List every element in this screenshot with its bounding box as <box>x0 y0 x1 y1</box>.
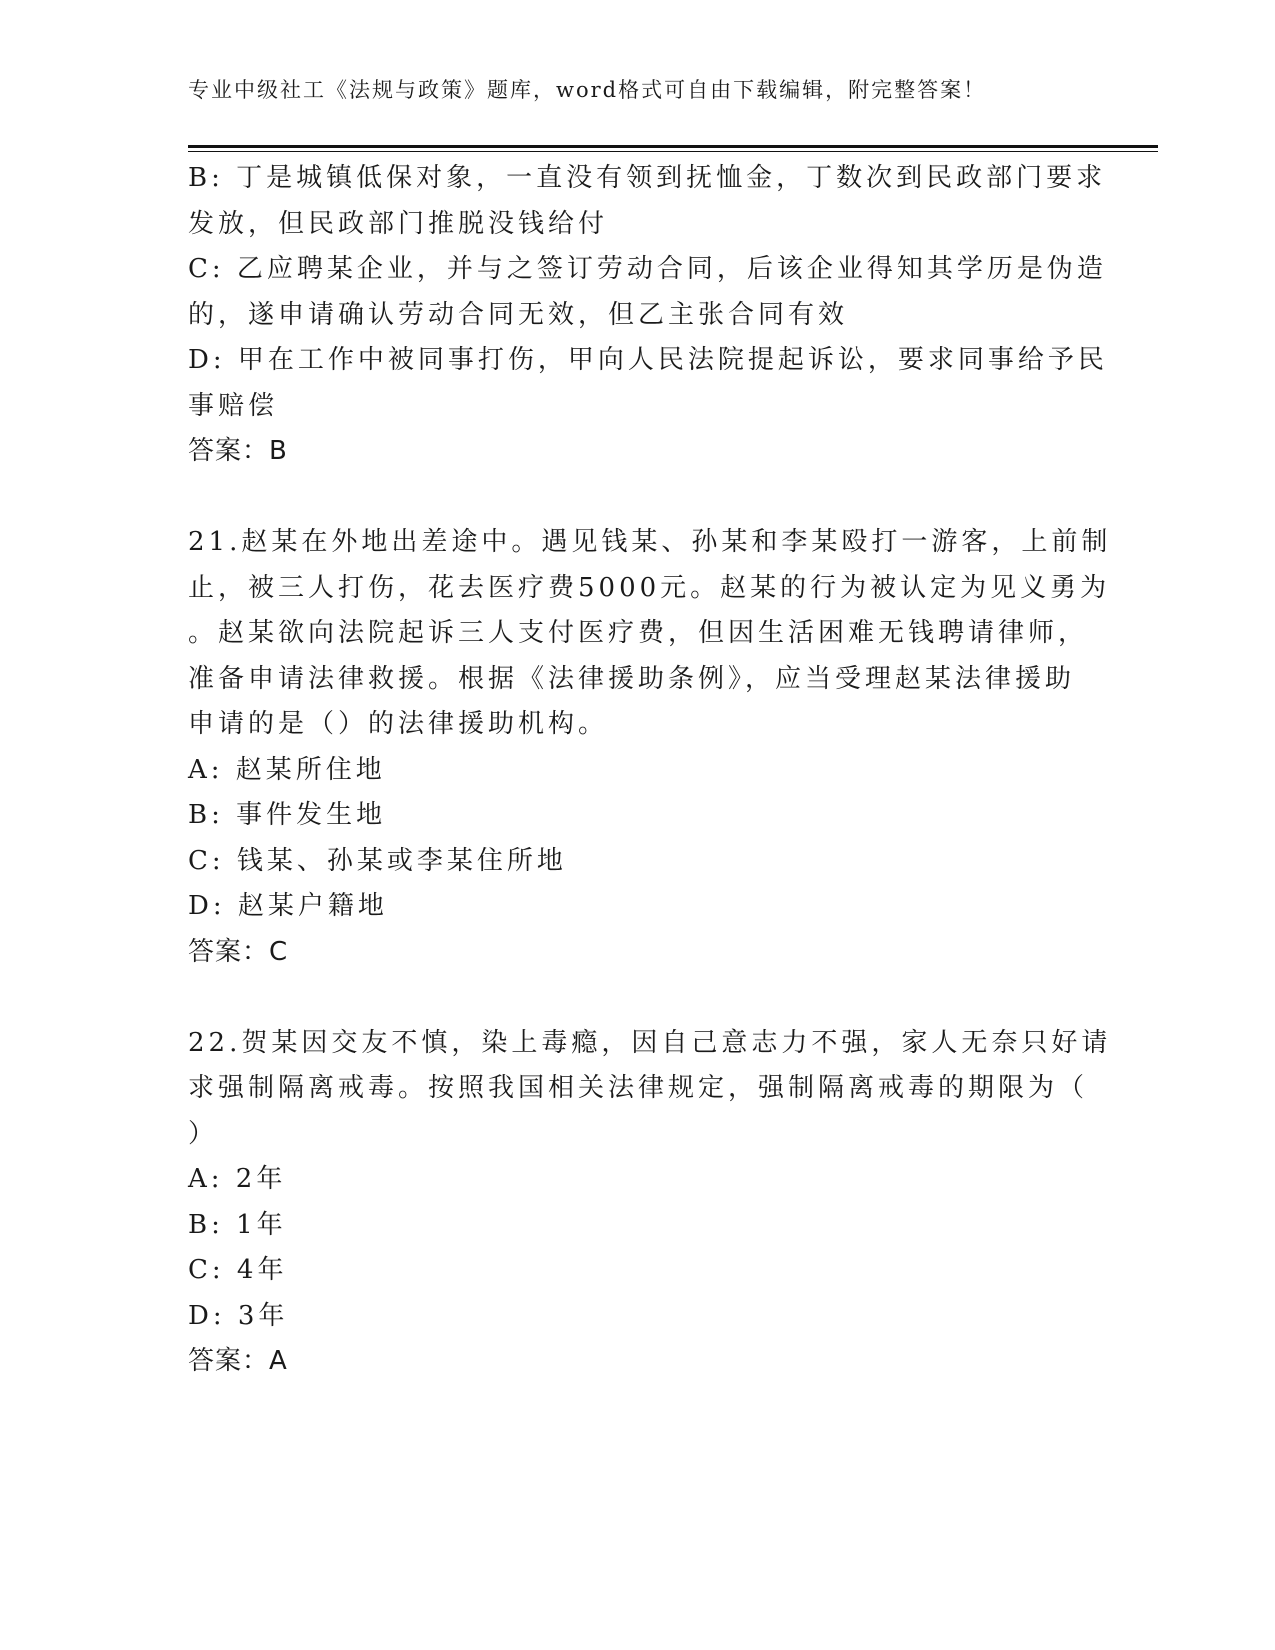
question-stem-line: 求强制隔离戒毒。按照我国相关法律规定，强制隔离戒毒的期限为（ <box>188 1073 1089 1103</box>
question-stem-line: 准备申请法律救援。根据《法律援助条例》，应当受理赵某法律援助 <box>188 663 1076 694</box>
document-body <box>188 156 1112 1385</box>
answer-label: 答案：B <box>188 436 288 466</box>
option-d: D: 赵某户籍地 <box>188 891 388 921</box>
question-stem-line: 22.贺某因交友不慎，染上毒瘾，因自己意志力不强，家人无奈只好请 <box>188 1027 1112 1058</box>
answer-label: 答案：A <box>188 1346 288 1376</box>
prev-question <box>188 156 1108 475</box>
answer-label: 答案：C <box>188 936 289 967</box>
option-d: D: 3年 <box>188 1300 289 1331</box>
question-22 <box>188 1021 1112 1385</box>
option-c-line-2: 的，遂申请确认劳动合同无效，但乙主张合同有效 <box>188 299 849 330</box>
option-a: A: 2年 <box>188 1164 287 1194</box>
option-b-line-1: B: 丁是城镇低保对象，一直没有领到抚恤金，丁数次到民政部门要求 <box>188 163 1107 193</box>
question-stem-line: 。赵某欲向法院起诉三人支付医疗费，但因生活困难无钱聘请律师， <box>188 618 1089 648</box>
question-stem-line: ） <box>188 1118 219 1149</box>
option-b: B: 1年 <box>188 1209 287 1240</box>
question-stem-line: 申请的是（）的法律援助机构。 <box>188 709 609 739</box>
option-c: C: 4年 <box>188 1255 288 1285</box>
option-a: A: 赵某所住地 <box>188 754 386 785</box>
header-rule-thin <box>188 151 1158 152</box>
option-d-line-1: D: 甲在工作中被同事打伤，甲向人民法院提起诉讼，要求同事给予民 <box>188 345 1108 375</box>
option-d-line-2: 事赔偿 <box>188 390 279 421</box>
option-b: B: 事件发生地 <box>188 800 387 830</box>
option-b-line-2: 发放，但民政部门推脱没钱给付 <box>188 208 609 239</box>
option-c: C: 钱某、孙某或李某住所地 <box>188 845 567 876</box>
question-stem-line: 21.赵某在外地出差途中。遇见钱某、孙某和李某殴打一游客，上前制 <box>188 527 1112 557</box>
page-header: 专业中级社工《法规与政策》题库，word格式可自由下载编辑，附完整答案！ <box>188 78 987 102</box>
question-stem-line: 止，被三人打伤，花去医疗费5000元。赵某的行为被认定为见义勇为 <box>188 572 1111 603</box>
option-c-line-1: C: 乙应聘某企业，并与之签订劳动合同，后该企业得知其学历是伪造 <box>188 254 1107 284</box>
question-21 <box>188 520 1112 975</box>
header-rule <box>188 145 1158 148</box>
